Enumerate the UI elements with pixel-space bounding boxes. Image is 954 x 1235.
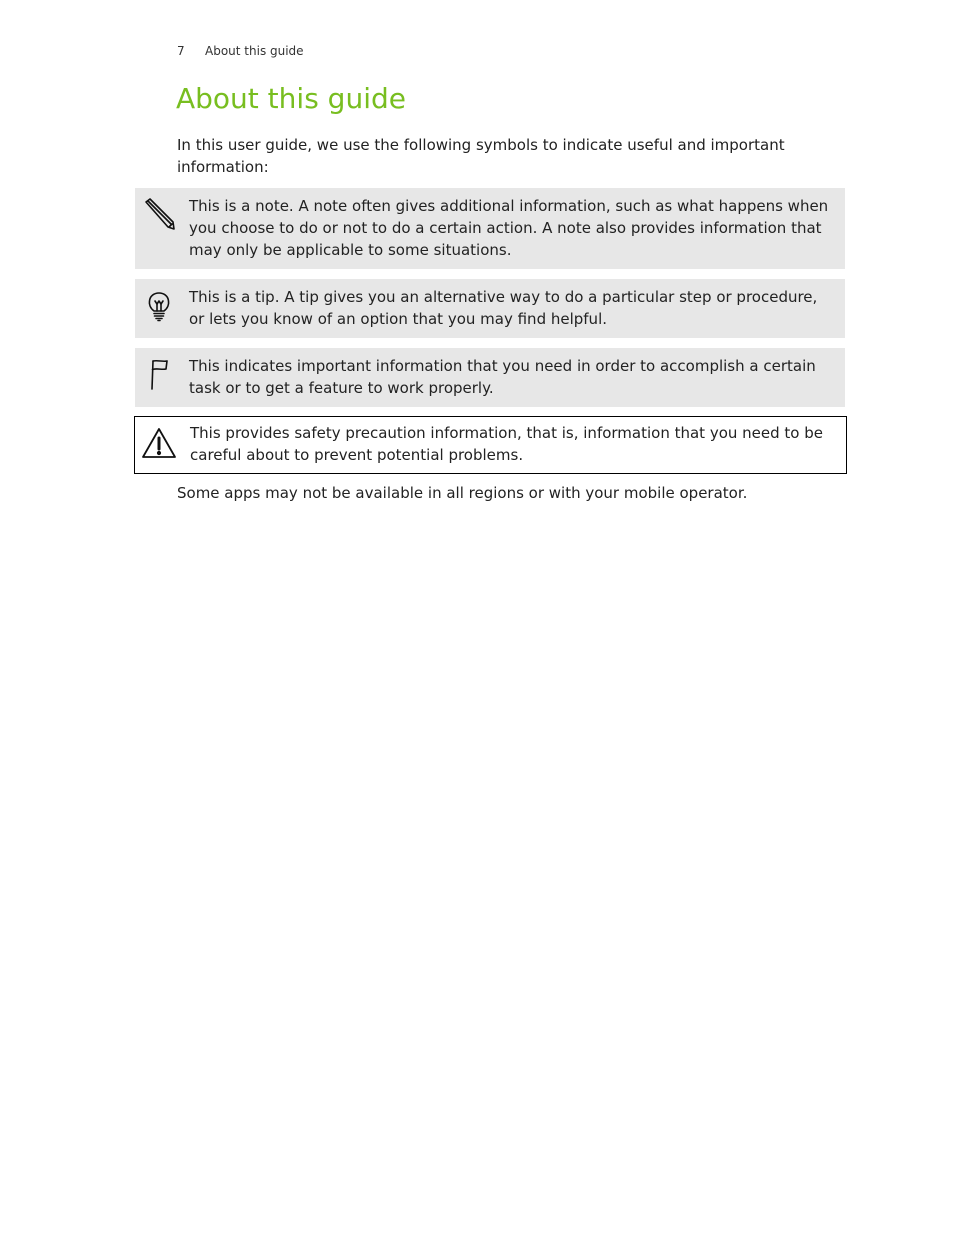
- note-text: This is a note. A note often gives additional information, such as what happens when you choose to do or not to do a certain action. A note also provides information that may only be applicable to some situations.: [189, 197, 829, 259]
- running-header-title: About this guide: [205, 44, 304, 58]
- lightbulb-icon: [141, 287, 177, 323]
- warning-callout: [134, 416, 847, 474]
- page-title: About this guide: [176, 82, 406, 115]
- pencil-icon: [141, 196, 177, 232]
- availability-note: Some apps may not be available in all regions or with your mobile operator.: [177, 484, 748, 502]
- running-header: [177, 44, 304, 58]
- note-callout: [135, 188, 845, 269]
- warning-triangle-icon: [141, 425, 177, 461]
- page-number: 7: [177, 44, 185, 58]
- warning-text: This provides safety precaution information, that is, information that you need to be careful about to prevent potential problems.: [190, 424, 823, 464]
- flag-icon: [141, 356, 177, 392]
- tip-callout: [135, 279, 845, 338]
- tip-text: This is a tip. A tip gives you an alternative way to do a particular step or procedure, or lets you know of an option that you may find helpful.: [189, 288, 818, 328]
- important-text: This indicates important information that you need in order to accomplish a certain task or to get a feature to work properly.: [189, 357, 816, 397]
- important-callout: [135, 348, 845, 407]
- intro-paragraph: In this user guide, we use the following symbols to indicate useful and important information:: [177, 136, 785, 176]
